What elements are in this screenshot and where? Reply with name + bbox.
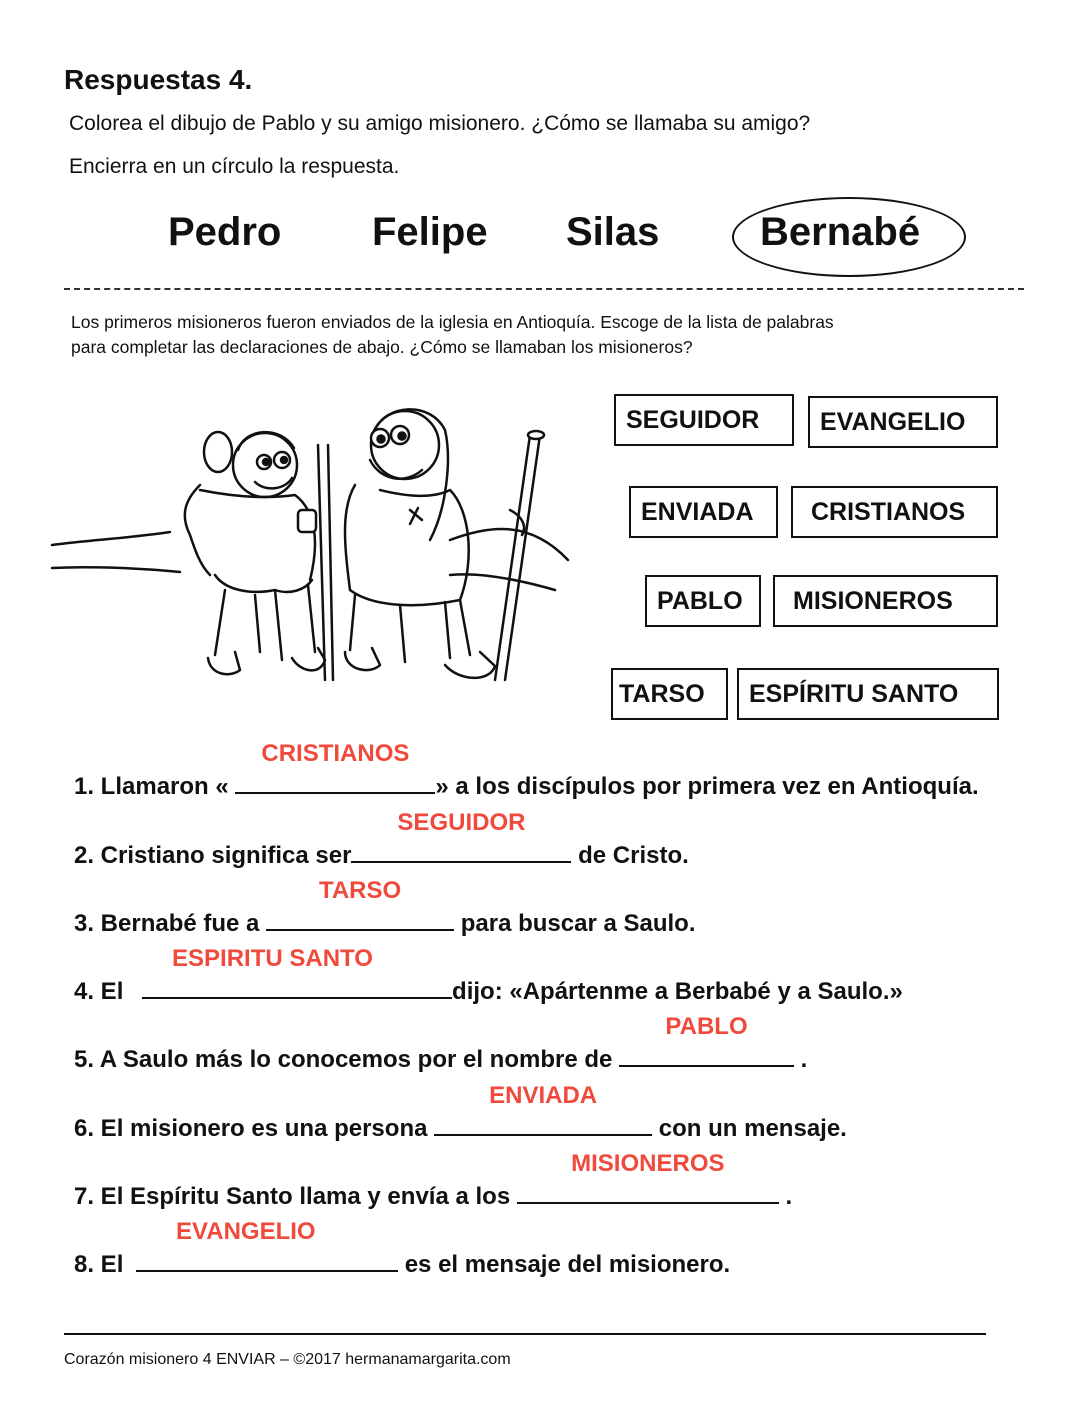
question-text: dijo: «Apártenme a Berbabé y a Saulo.» (452, 978, 903, 1005)
word-bank-tarso (611, 668, 728, 720)
paragraph-line-2: para completar las declaraciones de abajo. ¿Cómo se llamaban los misioneros? (71, 337, 693, 357)
answer-text: EVANGELIO (176, 1218, 316, 1245)
answer-blank (517, 1150, 779, 1204)
answer-blank (434, 1082, 652, 1136)
option-felipe: Felipe (372, 210, 488, 254)
instruction-line-1: Colorea el dibujo de Pablo y su amigo misionero. ¿Cómo se llamaba su amigo? (69, 112, 811, 135)
question-1 (74, 740, 979, 801)
page-title: Respuestas 4. (64, 64, 253, 95)
answer-blank (351, 809, 571, 863)
question-text: es el mensaje del misionero. (398, 1251, 731, 1278)
option-silas: Silas (566, 210, 660, 254)
question-6 (74, 1082, 847, 1143)
question-2 (74, 809, 689, 870)
question-text: 6. El misionero es una persona (74, 1115, 435, 1142)
word-bank-seguidor (614, 394, 794, 446)
question-text: 5. A Saulo más lo conocemos por el nombre de (74, 1046, 620, 1073)
question-text: 3. Bernabé fue a (74, 910, 267, 937)
answer-blank (136, 1218, 398, 1272)
question-3 (74, 877, 696, 938)
answer-blank (266, 877, 454, 931)
question-4 (74, 945, 903, 1006)
footer-text: Corazón misionero 4 ENVIAR – ©2017 hermanamargarita.com (64, 1351, 511, 1368)
option-bernabe: Bernabé (760, 210, 921, 254)
answer-text: CRISTIANOS (261, 740, 410, 767)
question-text: 8. El (74, 1251, 131, 1278)
question-text: . (794, 1046, 808, 1073)
answer-blank (142, 945, 452, 999)
word-bank-evangelio (808, 396, 998, 448)
question-text: » a los discípulos por primera vez en Antioquía. (435, 773, 979, 800)
question-7 (74, 1150, 793, 1211)
word-bank-espiritu-santo (737, 668, 999, 720)
word-bank-label: TARSO (619, 679, 705, 708)
instruction-line-2: Encierra en un círculo la respuesta. (69, 155, 400, 178)
word-bank-label: PABLO (657, 586, 743, 615)
word-bank-label: ENVIADA (641, 497, 754, 526)
option-pedro: Pedro (168, 210, 282, 254)
question-text: . (778, 1183, 793, 1210)
answer-text: PABLO (665, 1013, 748, 1040)
answer-text: ESPIRITU SANTO (172, 945, 373, 972)
word-bank-enviada (629, 486, 778, 538)
question-text: 4. El (74, 978, 131, 1005)
word-bank-label: SEGUIDOR (626, 405, 760, 434)
answer-blank (619, 1013, 794, 1067)
paragraph-line-1: Los primeros misioneros fueron enviados de la iglesia en Antioquía. Escoge de la lista de palabras (71, 312, 834, 332)
question-text: para buscar a Saulo. (454, 910, 696, 937)
answer-text: MISIONEROS (571, 1150, 725, 1177)
missionaries-illustration (50, 390, 570, 700)
answer-text: SEGUIDOR (397, 809, 526, 836)
question-text: 7. El Espíritu Santo llama y envía a los (74, 1183, 517, 1210)
question-text: 2. Cristiano significa ser (74, 842, 352, 869)
word-bank-label: EVANGELIO (820, 407, 966, 436)
footer-divider (64, 1333, 986, 1335)
word-bank-label: ESPÍRITU SANTO (749, 679, 959, 708)
dashed-divider (64, 288, 1024, 290)
question-5 (74, 1013, 808, 1074)
answer-text: ENVIADA (489, 1082, 598, 1109)
word-bank-label: MISIONEROS (793, 586, 953, 615)
question-text: con un mensaje. (652, 1115, 847, 1142)
question-text: de Cristo. (571, 842, 689, 869)
answer-text: TARSO (318, 877, 402, 904)
question-8 (74, 1218, 731, 1279)
word-bank-label: CRISTIANOS (811, 497, 966, 526)
word-bank-cristianos (791, 486, 998, 538)
answer-blank (235, 740, 435, 794)
word-bank-pablo (645, 575, 761, 627)
word-bank-misioneros (773, 575, 998, 627)
question-text: 1. Llamaron « (74, 773, 236, 800)
